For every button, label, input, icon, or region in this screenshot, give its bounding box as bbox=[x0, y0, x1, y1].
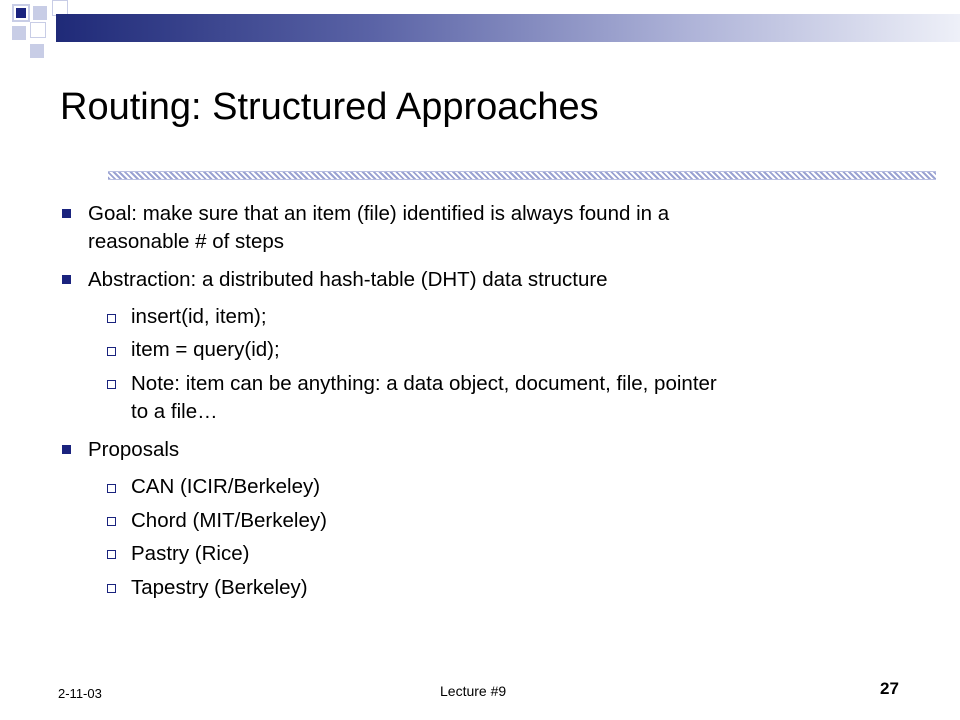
sub-bullet-note-line1: Note: item can be anything: a data object, document, file, pointer bbox=[131, 372, 717, 395]
title-divider bbox=[108, 171, 936, 180]
decor-square bbox=[30, 22, 46, 38]
slide-title: Routing: Structured Approaches bbox=[60, 86, 599, 128]
sub-bullet-hollow-square-icon bbox=[107, 517, 116, 526]
decor-square bbox=[30, 44, 44, 58]
bullet-proposals: Proposals bbox=[88, 438, 180, 461]
decor-square bbox=[33, 6, 47, 20]
sub-bullet-tapestry: Tapestry (Berkeley) bbox=[131, 576, 308, 599]
header-gradient-bar bbox=[56, 14, 960, 42]
bullet-goal-line1: Goal: make sure that an item (file) identified is always found in a bbox=[88, 202, 670, 225]
sub-bullet-query: item = query(id); bbox=[131, 338, 280, 361]
sub-bullet-can: CAN (ICIR/Berkeley) bbox=[131, 475, 321, 498]
sub-bullet-hollow-square-icon bbox=[107, 314, 116, 323]
page-number: 27 bbox=[880, 679, 899, 698]
sub-bullet-pastry: Pastry (Rice) bbox=[131, 542, 250, 565]
bullet-square-icon bbox=[62, 209, 71, 218]
sub-bullet-note-line2: to a file… bbox=[131, 400, 218, 423]
decor-square bbox=[12, 26, 26, 40]
sub-bullet-hollow-square-icon bbox=[107, 347, 116, 356]
sub-bullet-hollow-square-icon bbox=[107, 550, 116, 559]
sub-bullet-hollow-square-icon bbox=[107, 484, 116, 493]
footer-lecture: Lecture #9 bbox=[440, 683, 507, 699]
bullet-square-icon bbox=[62, 445, 71, 454]
bullet-square-icon bbox=[62, 275, 71, 284]
sub-bullet-chord: Chord (MIT/Berkeley) bbox=[131, 509, 327, 532]
sub-bullet-insert: insert(id, item); bbox=[131, 305, 267, 328]
sub-bullet-hollow-square-icon bbox=[107, 380, 116, 389]
bullet-goal-line2: reasonable # of steps bbox=[88, 230, 285, 253]
bullet-abstraction: Abstraction: a distributed hash-table (DHT) data structure bbox=[88, 268, 608, 291]
sub-bullet-hollow-square-icon bbox=[107, 584, 116, 593]
decor-square bbox=[16, 8, 26, 18]
footer-date: 2-11-03 bbox=[58, 686, 102, 701]
